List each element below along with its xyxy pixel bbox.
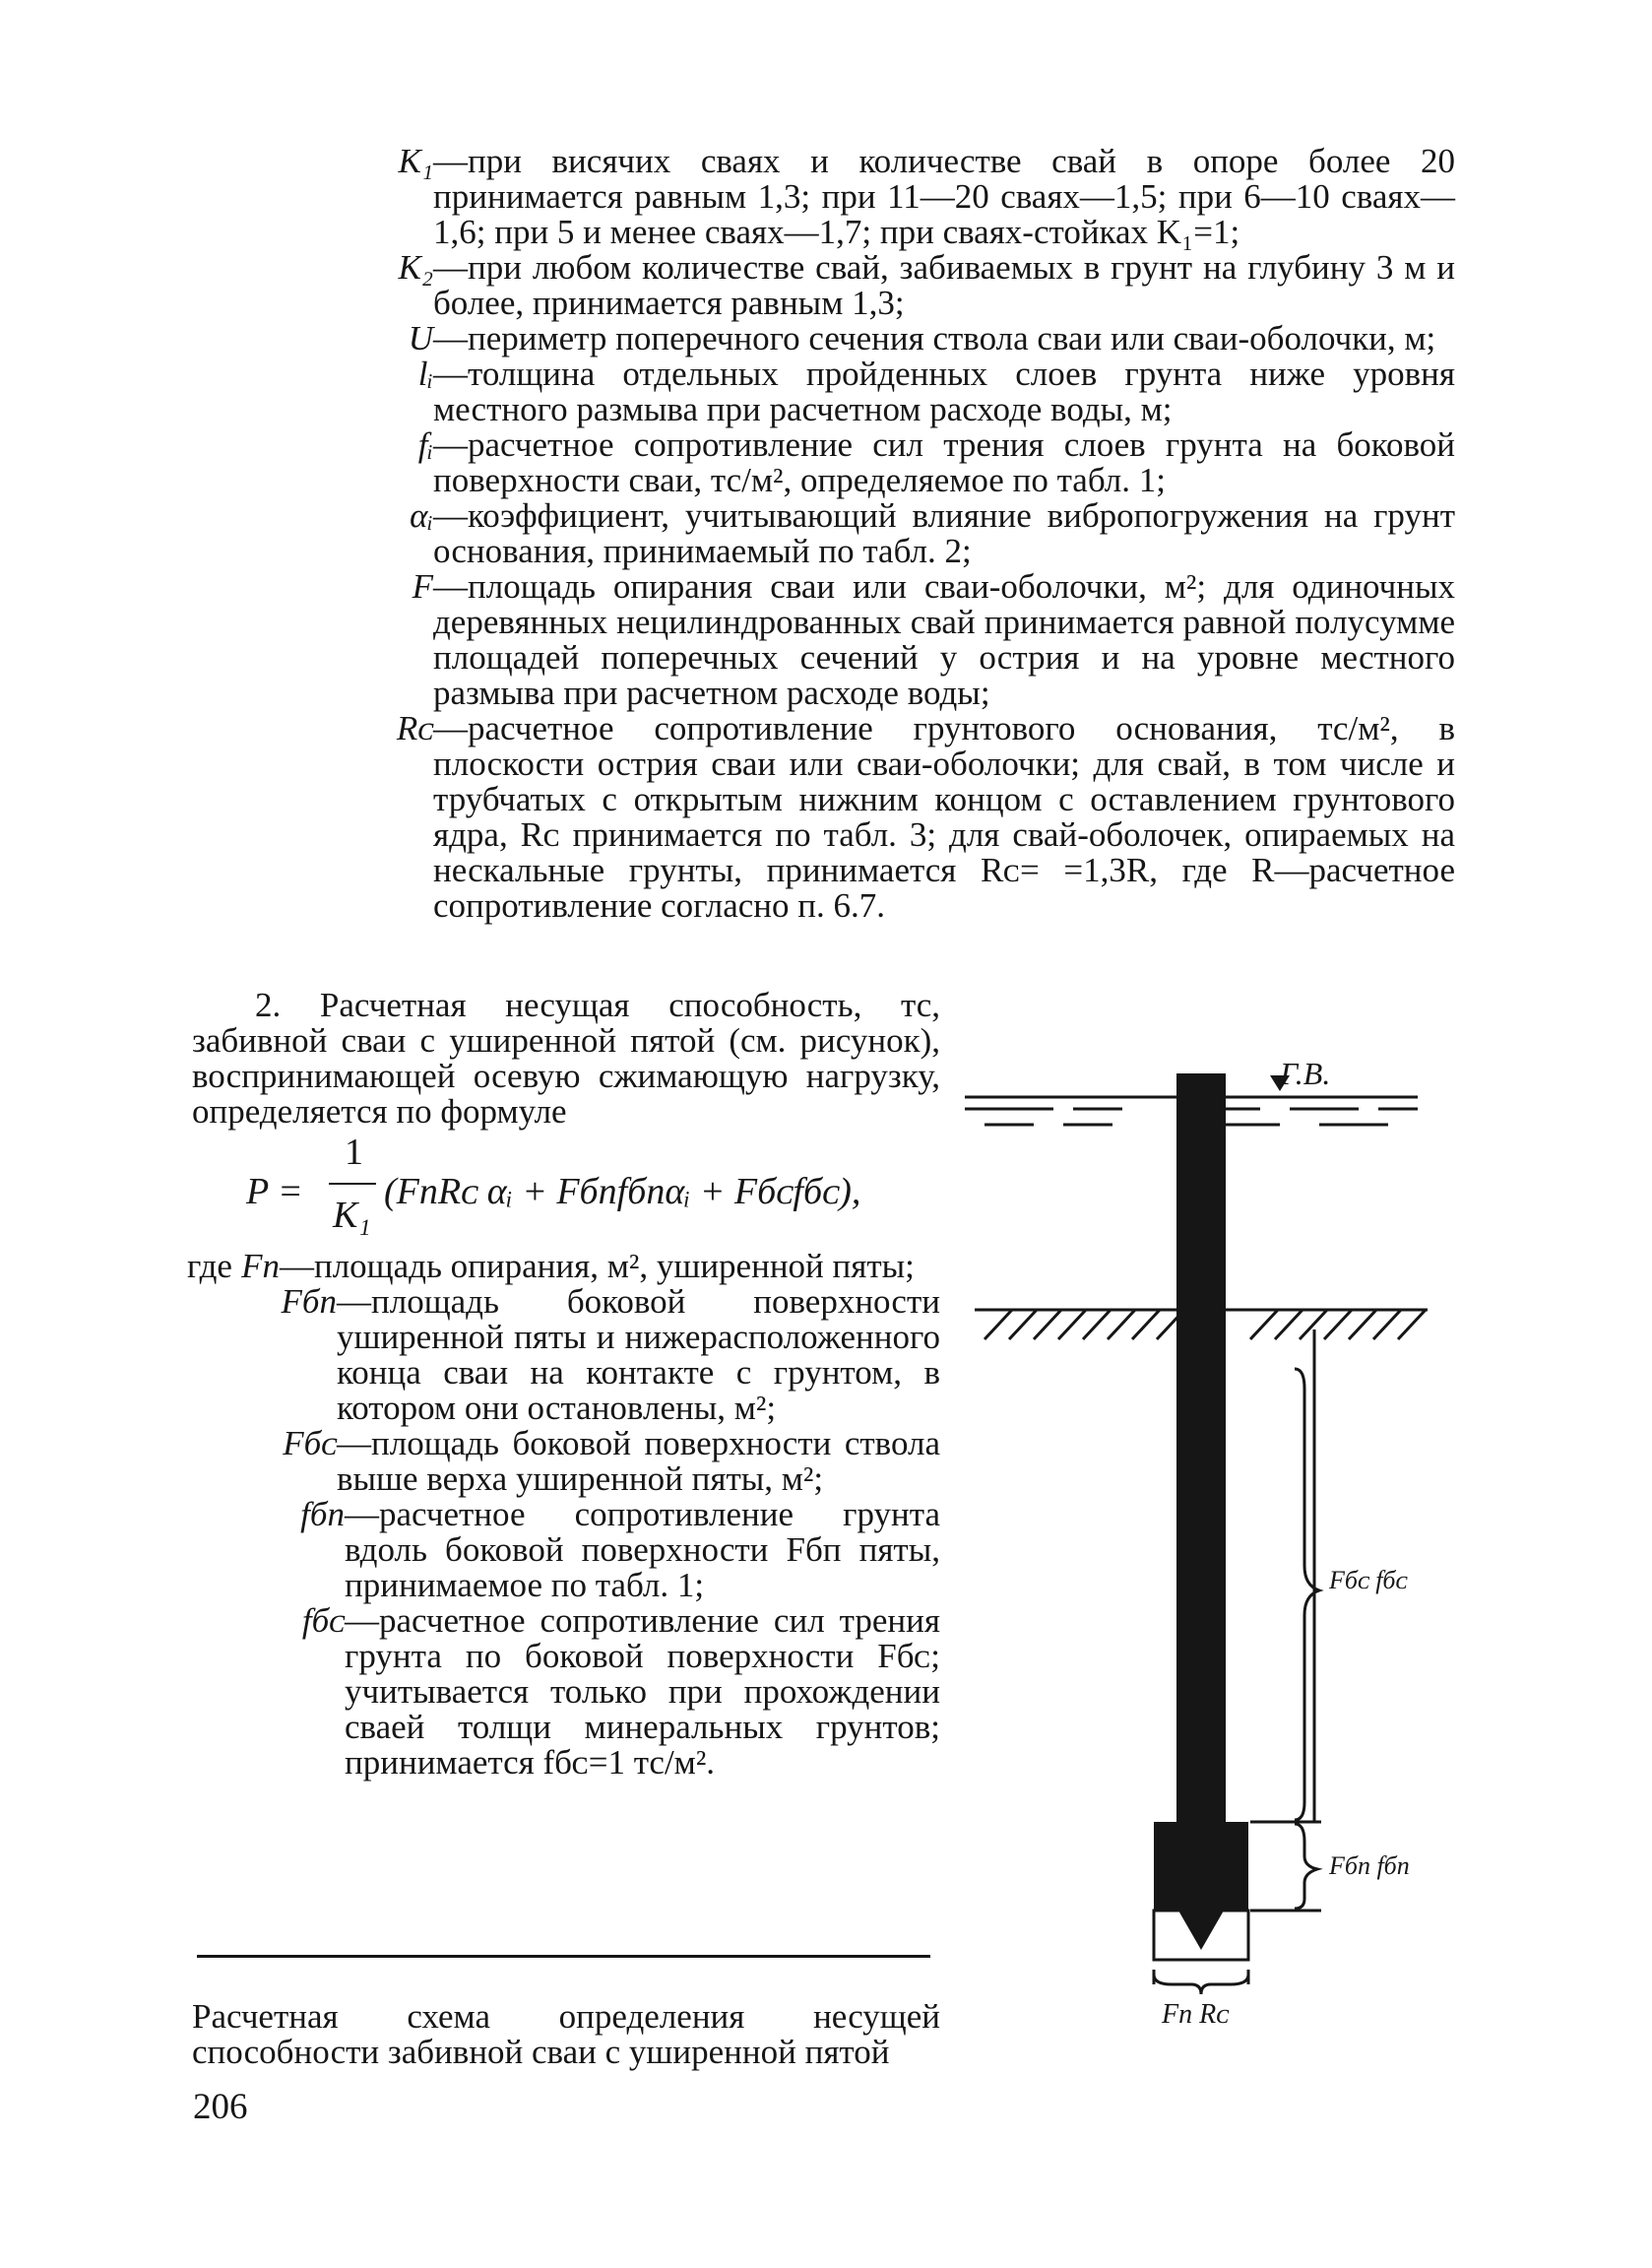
definition-item	[354, 427, 1455, 498]
where-definition-item	[187, 1497, 940, 1603]
where-symbol: Fбп	[281, 1282, 337, 1321]
definition-symbol: K₂	[398, 248, 433, 287]
definition-item	[354, 250, 1455, 321]
definition-item	[354, 498, 1455, 569]
where-text: —площадь боковой поверхности уширенной пяты и нижерасположенного конца сваи на контакте с грунтом, в котором они остановлены, м²;	[337, 1282, 940, 1427]
definition-text: —при висячих сваях и количестве свай в опоре более 20 принимается равным 1,3; при 11—20 сваях—1,5; при 6—10 сваях—1,6; при 5 и менее сваях—1,7; при сваях-стойках K₁=1;	[433, 142, 1455, 251]
definition-symbol: αᵢ	[410, 496, 433, 535]
where-definition-list	[187, 1249, 940, 1781]
where-text: —площадь опирания, м², уширенной пяты;	[279, 1247, 915, 1285]
definition-symbol: F	[412, 567, 433, 606]
where-symbol: fбᴄ	[301, 1601, 345, 1640]
definition-item	[354, 144, 1455, 250]
definition-list	[354, 144, 1455, 924]
where-text: —расчетное сопротивление грунта вдоль боковой поверхности Fбп пяты, принимаемое по табл. 1;	[345, 1495, 940, 1604]
page-number: 206	[193, 2087, 248, 2127]
definition-text: —толщина отдельных пройденных слоев грунта ниже уровня местного размыва при расчетном расходе воды, м;	[433, 355, 1455, 428]
definition-item	[354, 711, 1455, 924]
formula-rhs: (FпRᴄ αᵢ + Fбпfбпαᵢ + Fбᴄfбᴄ),	[384, 1171, 861, 1212]
pile-diagram	[965, 1054, 1457, 2098]
definition-text: —площадь опирания сваи или сваи-оболочки, м²; для одиночных деревянных нецилиндрованных свай принимается равной полусумме площадей поперечных сечений у острия и на уровне местного размыва при расчетном расходе воды;	[433, 567, 1455, 712]
formula-numerator: 1	[345, 1132, 363, 1173]
definition-item	[354, 321, 1455, 356]
formula-fraction-bar	[329, 1183, 376, 1185]
pile-shaft	[1176, 1073, 1226, 1891]
where-definition-item	[187, 1426, 940, 1497]
where-symbol: Fбᴄ	[283, 1424, 337, 1462]
definition-symbol: K₁	[398, 142, 433, 180]
water-level-label: Г.В.	[1280, 1056, 1331, 1091]
bearing-capacity-formula	[246, 1131, 955, 1259]
where-definition-item	[187, 1249, 940, 1284]
definition-text: —при любом количестве свай, забиваемых в грунт на глубину 3 м и более, принимается равным 1,3;	[433, 248, 1455, 322]
where-lead: где	[187, 1247, 232, 1285]
formula-denominator: K₁	[333, 1195, 371, 1236]
definition-symbol: fᵢ	[417, 425, 433, 464]
where-text: —расчетное сопротивление сил трения грунта по боковой поверхности Fбᴄ; учитывается только при прохождении сваей толщи минеральных грунтов; принимается fбᴄ=1 тс/м².	[345, 1601, 940, 1782]
where-symbol: fбп	[300, 1495, 345, 1533]
definition-symbol: lᵢ	[417, 355, 433, 393]
definition-symbol: Rᴄ	[396, 709, 433, 747]
definition-text: —расчетное сопротивление сил трения слоев грунта на боковой поверхности сваи, тс/м², определяемое по табл. 1;	[433, 425, 1455, 499]
item-2-paragraph-block	[192, 988, 940, 1130]
definition-item	[354, 569, 1455, 711]
definition-item	[354, 356, 1455, 427]
shaft-label: Fбᴄ fбᴄ	[1329, 1566, 1408, 1594]
where-symbol: Fп	[241, 1247, 280, 1285]
definition-text: —коэффициент, учитывающий влияние вибропогружения на грунт основания, принимаемый по табл. 2;	[433, 496, 1455, 570]
caption-rule	[197, 1955, 930, 1958]
heel-label: Fбп fбп	[1329, 1851, 1410, 1880]
item-2-paragraph: 2. Расчетная несущая способность, тс, забивной сваи с уширенной пятой (см. рисунок), воспринимающей осевую сжимающую нагрузку, определяется по формуле	[192, 986, 940, 1131]
where-definition-item	[187, 1603, 940, 1781]
formula-lhs: P =	[246, 1171, 303, 1212]
pile-heel	[1154, 1822, 1248, 1911]
where-definition-item	[187, 1284, 940, 1426]
tip-label: Fп Rᴄ	[1162, 1999, 1229, 2030]
definition-text: —расчетное сопротивление грунтового основания, тс/м², в плоскости острия сваи или сваи-оболочки; для свай, в том числе и трубчатых с открытым нижним концом с оставлением грунтового ядра, Rᴄ принимается по табл. 3; для свай-оболочек, опираемых на нескальные грунты, принимается Rᴄ= =1,3R, где R—расчетное сопротивление согласно п. 6.7.	[433, 709, 1455, 925]
where-text: —площадь боковой поверхности ствола выше верха уширенной пяты, м²;	[337, 1424, 940, 1498]
definition-text: —периметр поперечного сечения ствола сваи или сваи-оболочки, м;	[433, 319, 1436, 357]
figure-caption: Расчетная схема определения несущей способности забивной сваи с уширенной пятой	[192, 1997, 940, 2071]
definition-symbol: U	[408, 319, 433, 357]
